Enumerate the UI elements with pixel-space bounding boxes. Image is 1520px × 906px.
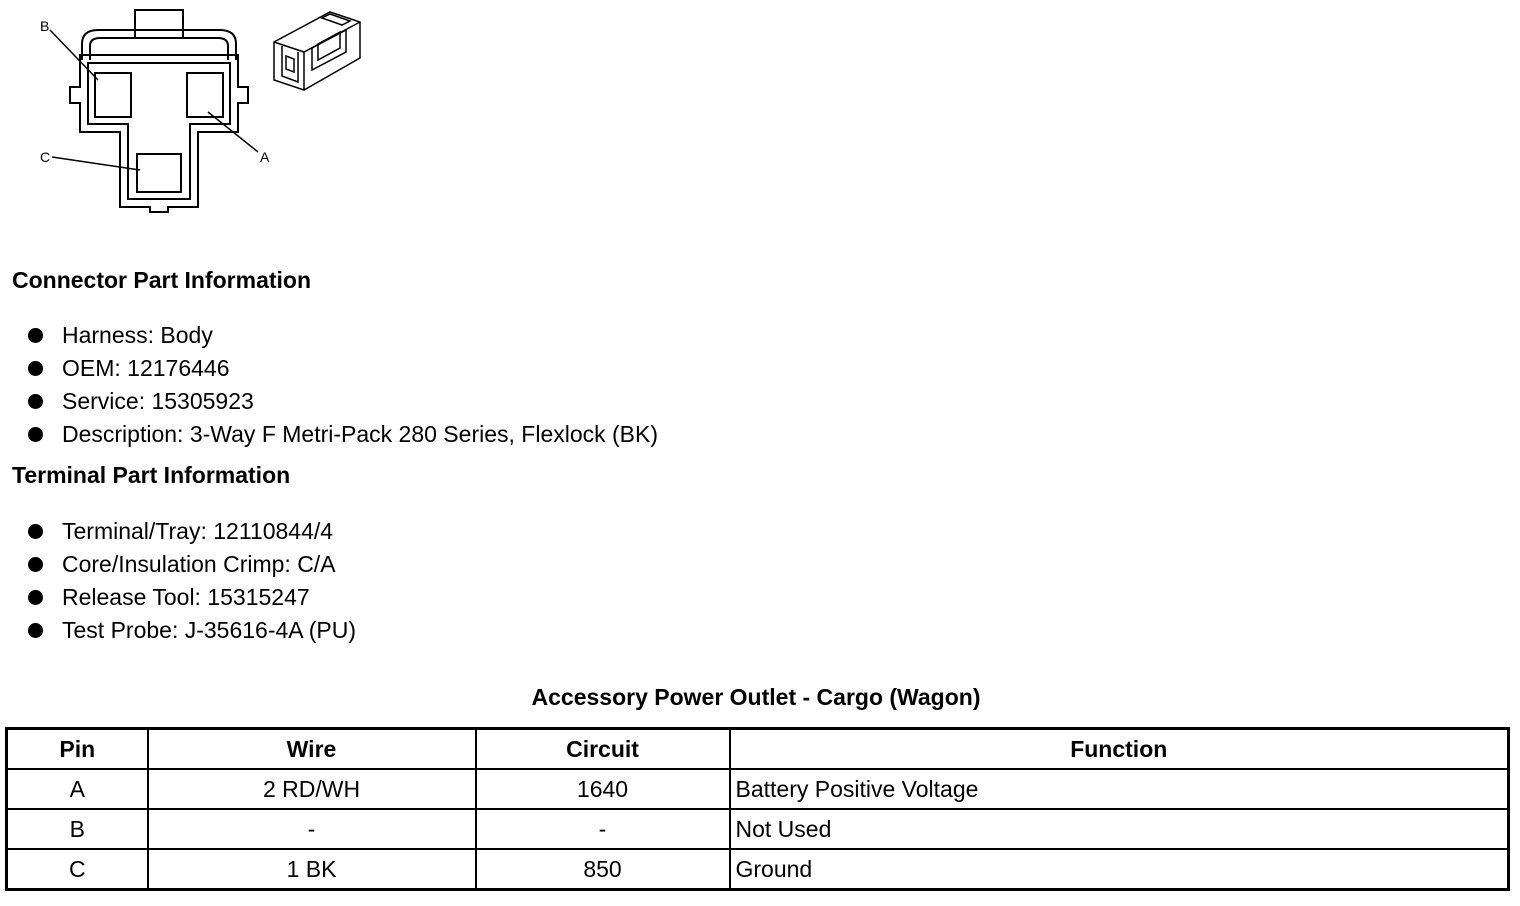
list-item xyxy=(28,353,658,386)
table-row xyxy=(7,809,1509,849)
list-item xyxy=(28,516,356,549)
cavity-b xyxy=(95,73,131,117)
list-item-text: OEM: 12176446 xyxy=(62,355,230,381)
cell-circuit: 1640 xyxy=(476,769,730,809)
cell-pin: A xyxy=(7,769,148,809)
column-header-pin: Pin xyxy=(7,729,148,770)
cell-circuit: 850 xyxy=(476,849,730,890)
list-item-text: Release Tool: 15315247 xyxy=(62,584,310,610)
cell-function: Ground xyxy=(730,849,1509,890)
cell-function: Not Used xyxy=(730,809,1509,849)
pinout-table-title: Accessory Power Outlet - Cargo (Wagon) xyxy=(531,684,981,710)
bullet-icon xyxy=(28,623,43,638)
leader-line-c xyxy=(52,157,140,170)
cell-pin: B xyxy=(7,809,148,849)
cell-wire: 2 RD/WH xyxy=(148,769,476,809)
list-item-text: Core/Insulation Crimp: C/A xyxy=(62,551,336,577)
connector-face-diagram xyxy=(0,0,380,220)
bullet-icon xyxy=(28,524,43,539)
list-item-text: Terminal/Tray: 12110844/4 xyxy=(62,518,334,544)
cavity-c xyxy=(137,154,181,192)
bullet-icon xyxy=(28,394,43,409)
table-header-row xyxy=(7,729,1509,770)
list-item xyxy=(28,582,356,615)
pin-label-c: C xyxy=(40,149,51,165)
list-item-text: Description: 3-Way F Metri-Pack 280 Series, Flexlock (BK) xyxy=(62,421,659,447)
terminal-info-list xyxy=(28,516,356,648)
terminal-info-heading: Terminal Part Information xyxy=(12,462,291,488)
cell-wire: - xyxy=(148,809,476,849)
table-row xyxy=(7,849,1509,890)
connector-info-heading: Connector Part Information xyxy=(12,267,312,293)
list-item xyxy=(28,386,658,419)
column-header-circuit: Circuit xyxy=(476,729,730,770)
list-item xyxy=(28,419,658,452)
cell-circuit: - xyxy=(476,809,730,849)
pin-label-a: A xyxy=(260,149,270,165)
pin-label-b: B xyxy=(40,18,50,34)
list-item xyxy=(28,320,658,353)
bullet-icon xyxy=(28,427,43,442)
column-header-function: Function xyxy=(730,729,1509,770)
cell-wire: 1 BK xyxy=(148,849,476,890)
column-header-wire: Wire xyxy=(148,729,476,770)
cavity-a xyxy=(187,73,223,117)
table-row xyxy=(7,769,1509,809)
list-item-text: Test Probe: J-35616-4A (PU) xyxy=(62,617,357,643)
cell-function: Battery Positive Voltage xyxy=(730,769,1509,809)
list-item-text: Service: 15305923 xyxy=(62,388,254,414)
list-item xyxy=(28,615,356,648)
bullet-icon xyxy=(28,557,43,572)
cell-pin: C xyxy=(7,849,148,890)
connector-info-list xyxy=(28,320,658,452)
list-item-text: Harness: Body xyxy=(62,322,213,348)
bullet-icon xyxy=(28,328,43,343)
pinout-table xyxy=(5,727,1510,891)
list-item xyxy=(28,549,356,582)
bullet-icon xyxy=(28,361,43,376)
latch-tab xyxy=(135,10,183,38)
bullet-icon xyxy=(28,590,43,605)
connector-isometric-icon xyxy=(274,12,360,90)
